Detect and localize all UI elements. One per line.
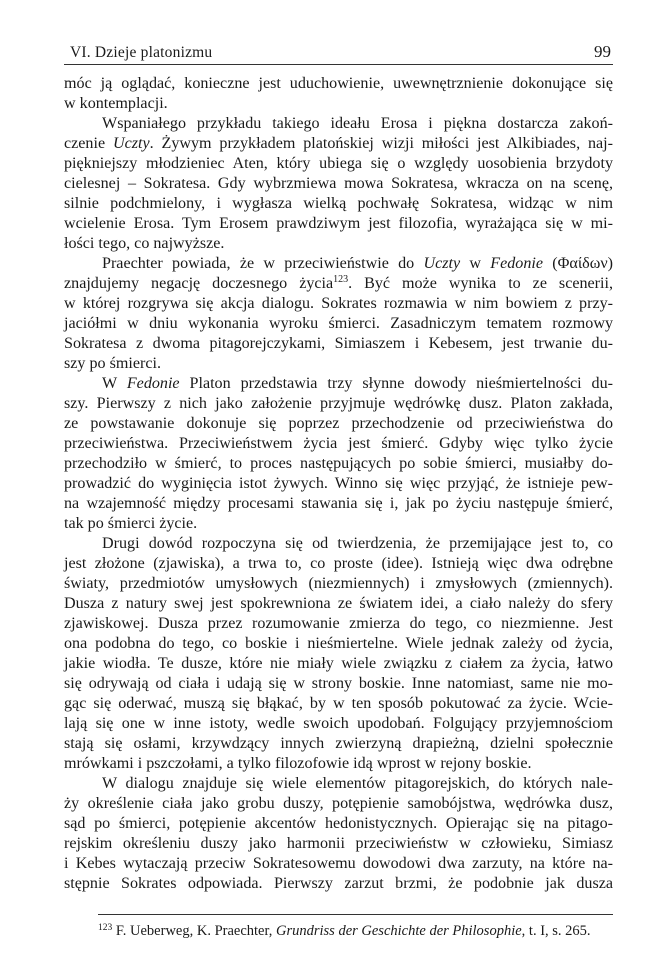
text-line: stępnie Sokrates odpowiada. Pierwszy zarzut brzmi, że podobnie jak dusza bbox=[64, 875, 613, 892]
text-line: łości tego, co najwyższe. bbox=[64, 235, 225, 252]
italic-title: Fedonie bbox=[490, 255, 544, 272]
text-line: stają się osłami, krzywdzący innych zwierzyną drapieżną, dzielni społecznie bbox=[64, 735, 613, 752]
text-line: jaciółmi w dniu wykonania wyroku śmierci. Zasadniczym tematem rozmowy bbox=[64, 315, 613, 332]
text-line: czenie Uczty. Żywym przykładem platońskiej wizji miłości jest Alkibiades, naj- bbox=[64, 135, 613, 152]
page-number: 99 bbox=[594, 42, 611, 61]
text-line: Dusza z natury swej jest spokrewniona ze światem idei, a ciało należy do sfery bbox=[64, 595, 613, 612]
text-line: sąd po śmierci, potępienie akcentów hedonistycznych. Opierając się na pitago- bbox=[64, 815, 613, 832]
footnote-reference: 123 bbox=[333, 274, 349, 285]
text-line: w której rozgrywa się akcja dialogu. Sokrates rozmawia w nim bowiem z przy- bbox=[64, 295, 613, 312]
text-line: ona podobna do tego, co boskie i nieśmiertelne. Wiele jednak zależy od życia, bbox=[64, 635, 613, 652]
text-line: przechodziło w śmierć, to proces następujących po sobie śmierci, musiałby do- bbox=[64, 455, 613, 472]
text-line: Praechter powiada, że w przeciwieństwie do Uczty w Fedonie (Φαίδων) bbox=[102, 255, 613, 272]
text-line: jakie wiodła. Te dusze, które nie miały wiele związku z ciałem za życia, łatwo bbox=[64, 655, 613, 672]
text-line: się odrywają od ciała i udają się w strony boskie. Inne natomiast, same nie mo- bbox=[64, 675, 613, 692]
text-line: mrówkami i pszczołami, a tylko filozofowie idą wprost w rejony boskie. bbox=[64, 755, 532, 772]
chapter-title: VI. Dzieje platonizmu bbox=[70, 44, 213, 61]
text-line: piękniejszy młodzieniec Aten, który ubiega się o względy uosobienia brzydoty bbox=[64, 155, 613, 172]
footnote-marker: 123 bbox=[98, 923, 113, 933]
text-line: prowadzić do wyginięcia istot żywych. Winno się więc przyjąć, że istnieje pew- bbox=[64, 475, 613, 492]
text-line: w kontemplacji. bbox=[64, 95, 168, 112]
text-line: rejskim określeniu duszy jako harmonii przeciwieństw w człowieku, Simiasz bbox=[64, 835, 613, 852]
text-line: jest złożone (zjawiska), a trwa to, co proste (idee). Istnieją więc dwa odrębne bbox=[64, 555, 613, 572]
text-line: ży określenie ciała jako grobu duszy, potępienie samobójstwa, wędrówka dusz, bbox=[64, 795, 613, 812]
text-line: W Fedonie Platon przedstawia trzy słynne dowody nieśmiertelności du- bbox=[102, 375, 613, 392]
text-line: szy po śmierci. bbox=[64, 355, 161, 372]
text-line: lają się one w inne istoty, wedle swoich upodobań. Folgujący przyjemnościom bbox=[64, 715, 613, 732]
text-line: Drugi dowód rozpoczyna się od twierdzenia, że przemijające jest to, co bbox=[102, 535, 613, 552]
text-line: gąc się oderwać, muszą się błąkać, by w ten sposób pokutować za życie. Wcie- bbox=[64, 695, 613, 712]
text-line: cielesnej – Sokratesa. Gdy wybrzmiewa mowa Sokratesa, wkracza on na scenę, bbox=[64, 175, 613, 192]
text-line: na wzajemność między procesami stawania się i, jak po życiu następuje śmierć, bbox=[64, 495, 613, 512]
main-text bbox=[64, 74, 613, 894]
text-line: szy. Pierwszy z nich jako założenie przyjmuje wędrówkę dusz. Platon zakłada, bbox=[64, 395, 613, 412]
text-line: wcielenie Erosa. Tym Erosem prawdziwym jest filozofia, wyrażająca się w mi- bbox=[64, 215, 613, 232]
text-line: światy, przedmiotów umysłowych (niezmiennych) i zmysłowych (zmiennych). bbox=[64, 575, 613, 592]
italic-title: Uczty bbox=[112, 135, 150, 152]
text-line: W dialogu znajduje się wiele elementów pitagorejskich, do których nale- bbox=[102, 775, 613, 792]
text-line: znajdujemy negację doczesnego życia$^{123}$. Być może wynika to ze scenerii, bbox=[64, 274, 613, 292]
italic-title: Fedonie bbox=[126, 375, 180, 392]
italic-title: Uczty bbox=[423, 255, 461, 272]
text-line: Sokratesa z dwoma pitagorejczykami, Simiaszem i Kebesem, jest trwanie du- bbox=[64, 335, 613, 352]
text-line: i Kebes wytaczają przeciw Sokratesowemu dowodowi dwa zarzuty, na które na- bbox=[64, 855, 613, 872]
text-line: tak po śmierci życie. bbox=[64, 515, 198, 532]
text-line: móc ją oglądać, konieczne jest uduchowienie, uwewnętrznienie dokonujące się bbox=[64, 75, 613, 92]
running-header bbox=[64, 40, 613, 65]
footnote-book-title: Grundriss der Geschichte der Philosophie bbox=[276, 923, 522, 939]
text-line: Wspaniałego przykładu takiego ideału Erosa i piękna dostarcza zakoń- bbox=[102, 115, 613, 132]
footnote: $^{123}$ F. Ueberweg, K. Praechter, Grundriss der Geschichte der Philosophie, t. I, s. 265. bbox=[98, 923, 591, 939]
text-line: zjawiskowej. Dusza przez rozumowanie zmierza do tego, co niezmienne. Jest bbox=[64, 615, 613, 632]
text-line: ze powstawanie dokonuje się poprzez przechodzenie od przeciwieństwa do bbox=[64, 415, 613, 432]
footnote-divider bbox=[98, 914, 613, 915]
text-line: silnie podchmielony, i wygłasza wielką pochwałę Sokratesa, widząc w nim bbox=[64, 195, 613, 212]
text-line: przeciwieństwa. Przeciwieństwem życia jest śmierć. Gdyby więc tylko życie bbox=[64, 435, 613, 452]
